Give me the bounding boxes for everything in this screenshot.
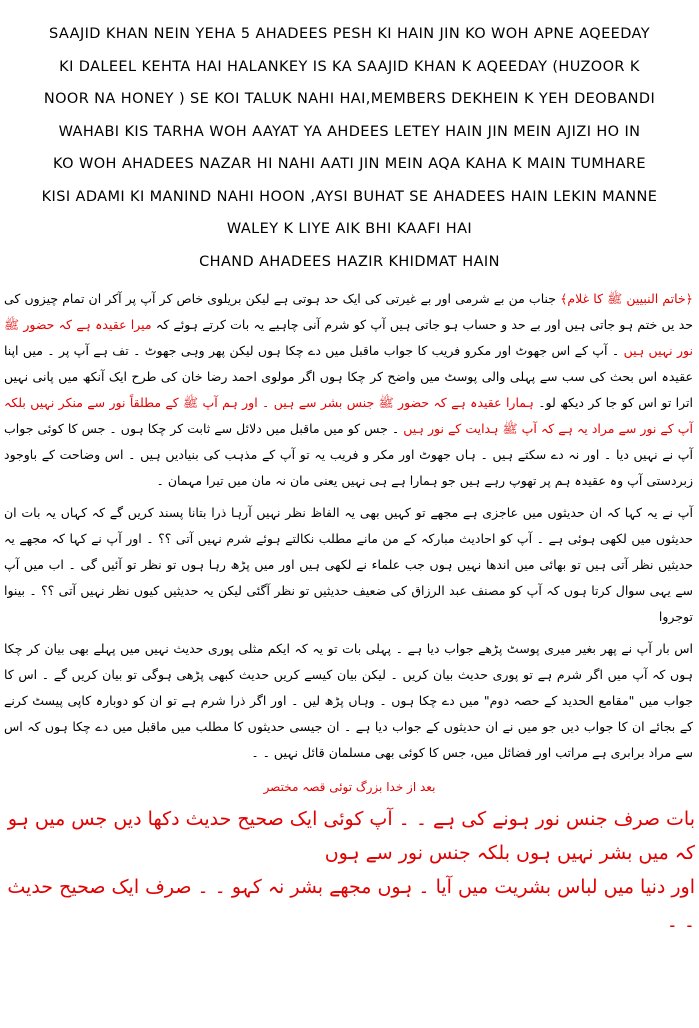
p1-highlight-2: ہمارا عقیدہ ہے کہ حضور ﷺ جنس بشر سے ہیں ۔ اور ہم آپ ﷺ کے مطلقاً نور سے منکر نہیں بلکہ آپ کے نور سے مراد یہ ہے کہ آپ ﷺ ہدایت کے نور ہیں — [4, 395, 693, 436]
urdu-paragraph-1 — [0, 286, 699, 494]
english-line-4: WAHABI KIS TARHA WOH AAYAT YA AHDEES LETEY HAIN JIN MEIN AJIZI HO IN — [58, 123, 641, 140]
english-line-3: NOOR NA HONEY ) SE KOI TALUK NAHI HAI,MEMBERS DEKHEIN K YEH DEOBANDI — [43, 91, 656, 107]
p1-text-1: جناب من بے شرمی اور بے غیرتی کی ایک حد ہوتی ہے لیکن بریلوی خاص کر آپ پر آکر ان تمام چیزوں کی حد یں ختم ہو جاتی ہیں اور بے حد و حساب ہو جاتی ہیں آپ کو شرم آنی چاہیے یہ بات کرتے ہوئے کہ — [4, 291, 693, 332]
closing-line-2: اور دنیا میں لباس بشریت میں آیا ۔ ہوں مجھے بشر نہ کہو ۔ ۔ صرف ایک صحیح حدیث ۔ ۔ — [7, 876, 695, 932]
author-seal: ﴿خاتم النبیین ﷺ کا غلام﴾ — [560, 291, 693, 306]
p1-highlight-1: میرا عقیدہ ہے کہ حضور ﷺ نور نہیں ہیں — [4, 317, 693, 358]
closing-statement — [0, 802, 699, 938]
p1-text-3: ۔ جس کو میں ماقبل میں دلائل سے ثابت کر چکا ہوں ۔ جس کا کوئی جواب آپ نے نہیں دیا ۔ اور نہ دے سکتے ہیں ۔ ہاں جھوٹ اور مکر و فریب یہ تو آپ کے مذہب کی بنیادیں ہیں ۔ اس وضاحت کے باوجود زبردستی آپ وہ عقیدہ ہم پر تھوپ رہے ہیں جو ہمارا ہے ہی نہیں یعنی مان نہ مان میں تیرا مہمان ۔ — [4, 421, 693, 488]
english-intro — [0, 0, 699, 278]
urdu-paragraph-2: آپ نے یہ کہا کہ ان حدیثوں میں عاجزی ہے مجھے تو کہیں بھی یہ الفاظ نظر نہیں آرہا ذرا بتانا پسند کریں گے کہ کہاں یہ بات ان حدیثوں میں لکھی ہوئی ہے ۔ آپ کو احادیث مبارکہ کے من مانے مطلب نکالتے ہوئے شرم نہیں آتی ؟؟ ۔ اور آپ نے کہا کہ مجھے یہ حدیثیں نظر آتی ہیں تو بھائی میں اندھا نہیں ہوں جب علماء نے لکھی ہیں اور میں پڑھ رہا ہوں تو نظر تو آئیں گی ۔ اب میں آپ سے یہی سوال کرتا ہوں کہ آپ کو مصنف عبد الرزاق کی ضعیف حدیثیں تو نظر آگئی لیکن یہ حدیثیں کیوں نظر نہیں آتی ؟؟ ۔ بینوا توجروا — [4, 505, 693, 624]
english-line-7: WALEY K LIYE AIK BHI KAAFI HAI — [226, 221, 473, 237]
english-line-1: SAAJID KHAN NEIN YEHA 5 AHADEES PESH KI HAIN JIN KO WOH APNE AQEEDAY — [49, 26, 650, 42]
english-line-8: CHAND AHADEES HAZIR KHIDMAT HAIN — [199, 253, 500, 270]
closing-line-1: بات صرف جنس نور ہونے کی ہے ۔ ۔ آپ کوئی ایک صحیح حدیث دکھا دیں جس میں ہو کہ میں بشر نہیں ہوں بلکہ جنس نور سے ہوں — [7, 808, 695, 864]
english-line-6: KISI ADAMI KI MANIND NAHI HOON ,AYSI BUHAT SE AHADEES HAIN LEKIN MANNE — [41, 188, 658, 205]
p1-text-2: ۔ آپ کے اس جھوٹ اور مکرو فریب کا جواب ماقبل میں دے چکا ہوں لیکن پھر وہی جھوٹ ۔ تف ہے آپ پر ۔ میں اپنا عقیدہ اس بحث کی سب سے پہلی والی پوسٹ میں واضح کر چکا ہوں اگر مولوی احمد رضا خان کی طرح ایک آنکھ میں پانی نہیں اترا تو اس کو جا کر دیکھ لو۔ — [4, 343, 693, 410]
urdu-paragraph-3: اس بار آپ نے پھر بغیر میری پوسٹ پڑھے جواب دیا ہے ۔ پہلی بات تو یہ کہ ایکم مثلی پوری حدیث نہیں میں پہلے بھی بیان کر چکا ہوں کہ آپ میں اگر شرم ہے تو پوری حدیث بیان کریں ۔ لیکن بیان کیسے کریں حدیث کبھی پڑھی ہوگی تو بیان کریں گے ۔ اس کا جواب میں "مقامع الحدید کے حصہ دوم" میں دے چکا ہوں ۔ وہاں پڑھ لیں ۔ اور اگر ذرا شرم ہے تو ان کو دوبارہ کاپی پیسٹ کرنے کے بجائے ان کا جواب دیں جو میں نے ان حدیثوں کے جواب دیا ہے ۔ ان جیسی حدیثوں کا مطلب میں ماقبل میں دے چکا ہوں کہ اس سے مراد برابری ہے مراتب اور فضائل میں، جس کا کوئی بھی مسلمان قائل نہیں ۔ ۔ — [4, 641, 693, 760]
english-line-5: KO WOH AHADEES NAZAR HI NAHI AATI JIN MEIN AQA KAHA K MAIN TUMHARE — [53, 156, 646, 172]
english-line-2: KI DALEEL KEHTA HAI HALANKEY IS KA SAAJID KHAN K AQEEDAY (HUZOOR K — [59, 58, 640, 75]
section-heading: بعد از خدا بزرگ توئی قصہ مختصر — [263, 780, 436, 794]
